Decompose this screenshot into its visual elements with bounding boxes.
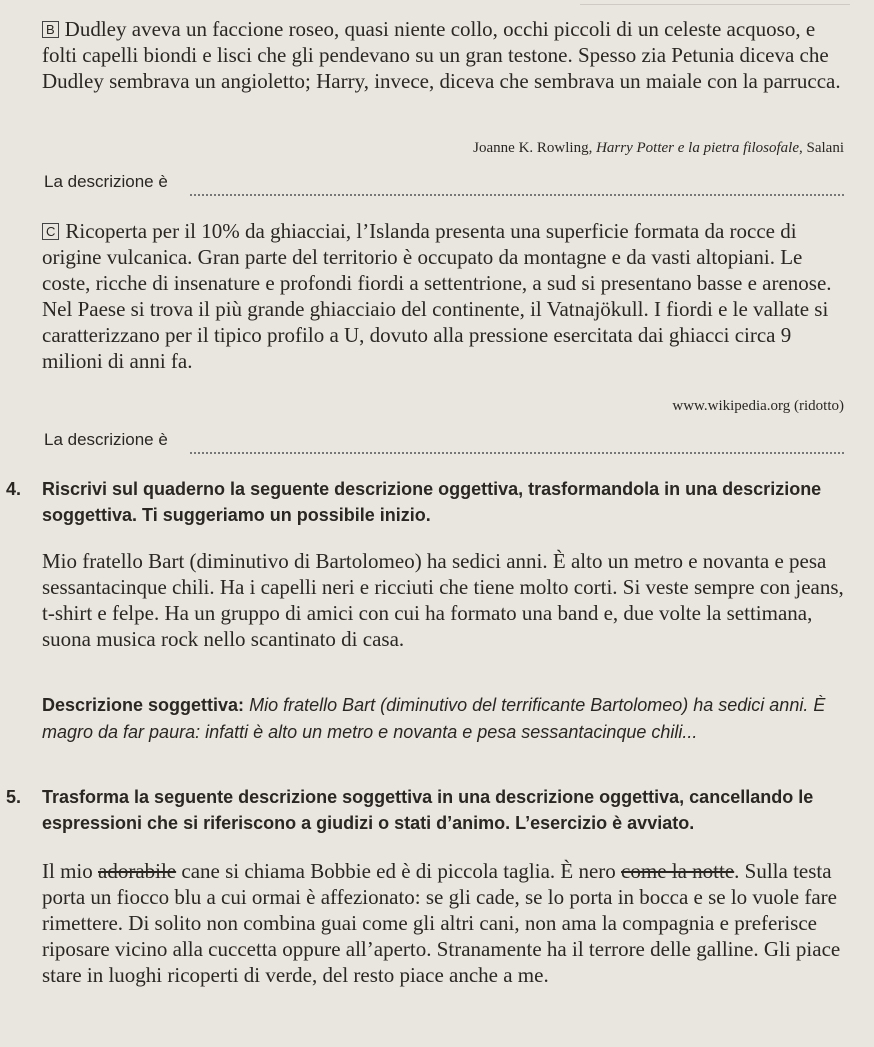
section-c-tag: C (42, 223, 59, 240)
answer-label: Descrizione soggettiva: (42, 695, 245, 715)
section-b-description-label: La descrizione è (44, 172, 168, 191)
section-c-source: www.wikipedia.org (ridotto) (672, 398, 844, 414)
exercise-4-number: 4. (6, 479, 22, 499)
section-c-paragraph (42, 218, 848, 374)
exercise-4-instruction: Riscrivi sul quaderno la seguente descrizione oggettiva, trasformandola in una descrizione soggettiva. Ti suggeriamo un possibile inizio. (42, 479, 822, 525)
section-c-answer-line (190, 452, 844, 454)
section-b-paragraph (42, 16, 848, 94)
exercise-5-instruction: Trasforma la seguente descrizione soggettiva in una descrizione oggettiva, cancellando le espressioni che si riferiscono a giudizi o stati d’animo. L’esercizio è avviato. (42, 787, 814, 833)
exercise-5-number: 5. (6, 787, 22, 807)
section-b-answer-line (190, 194, 844, 196)
source-publisher: , Salani (799, 140, 844, 156)
section-b-text: Dudley aveva un faccione roseo, quasi niente collo, occhi piccoli di un celeste acquoso, e folti capelli biondi e lisci che gli pendevano su un gran testone. Spesso zia Petunia diceva che Dudley sembrava un angioletto; Harry, invece, diceva che sembrava un maiale con la parrucca. (42, 17, 841, 93)
struck-word-2: come la notte (621, 859, 735, 883)
answer-text: Mio fratello Bart (diminutivo del terrificante Bartolomeo) ha sedici anni. È magro da far paura: infatti è alto un metro e novanta e pesa sessantacinque chili... (42, 695, 826, 742)
struck-word-1: adorabile (98, 859, 177, 883)
exercise-4-text: Mio fratello Bart (diminutivo di Bartolomeo) ha sedici anni. È alto un metro e novanta e pesa sessantacinque chili. Ha i capelli neri e ricciuti che tiene molto corti. Si veste sempre con jeans, t-shirt e felpe. Ha un gruppo di amici con cui ha formato una band e, due volte la settimana, suona musica rock nello scantinato di casa. (42, 549, 844, 651)
source-title: Harry Potter e la pietra filosofale (596, 140, 799, 156)
section-c-text: Ricoperta per il 10% da ghiacciai, l’Islanda presenta una superficie formata da rocce di origine vulcanica. Gran parte del territorio è occupato da montagne e da vasti altopiani. Le coste, ricche di insenature e profondi fiordi a settentrione, a sud si presentano basse e arenose. Nel Paese si trova il più grande ghiacciaio del continente, il Vatnajökull. I fiordi e le vallate si caratterizzano per il tipico profilo a U, dovuto alla pressione esercitata dai ghiacci circa 9 milioni di anni fa. (42, 219, 832, 373)
source-author: Joanne K. Rowling, (473, 140, 593, 156)
top-rule (580, 4, 850, 5)
exercise-5-text (42, 858, 848, 988)
section-b-tag: B (42, 21, 59, 38)
exercise-4-answer (42, 692, 848, 746)
text-part-2: cane si chiama Bobbie ed è di piccola taglia. È nero (176, 859, 622, 883)
section-c-description-label: La descrizione è (44, 430, 168, 449)
text-part-1: Il mio (42, 859, 98, 883)
text-part-3: . Sulla testa porta un fiocco blu a cui ormai è affezionato: se gli cade, se lo porta in bocca e se lo vuole fare rimettere. Di solito non combina guai come gli altri cani, non ama la compagnia e preferisce riposare vicino alla cuccetta oppure all’aperto. Stranamente ha il terrore delle galline. Gli piace stare in luoghi ricoperti di verde, del resto piace anche a me. (42, 859, 841, 987)
section-b-source (473, 140, 844, 157)
